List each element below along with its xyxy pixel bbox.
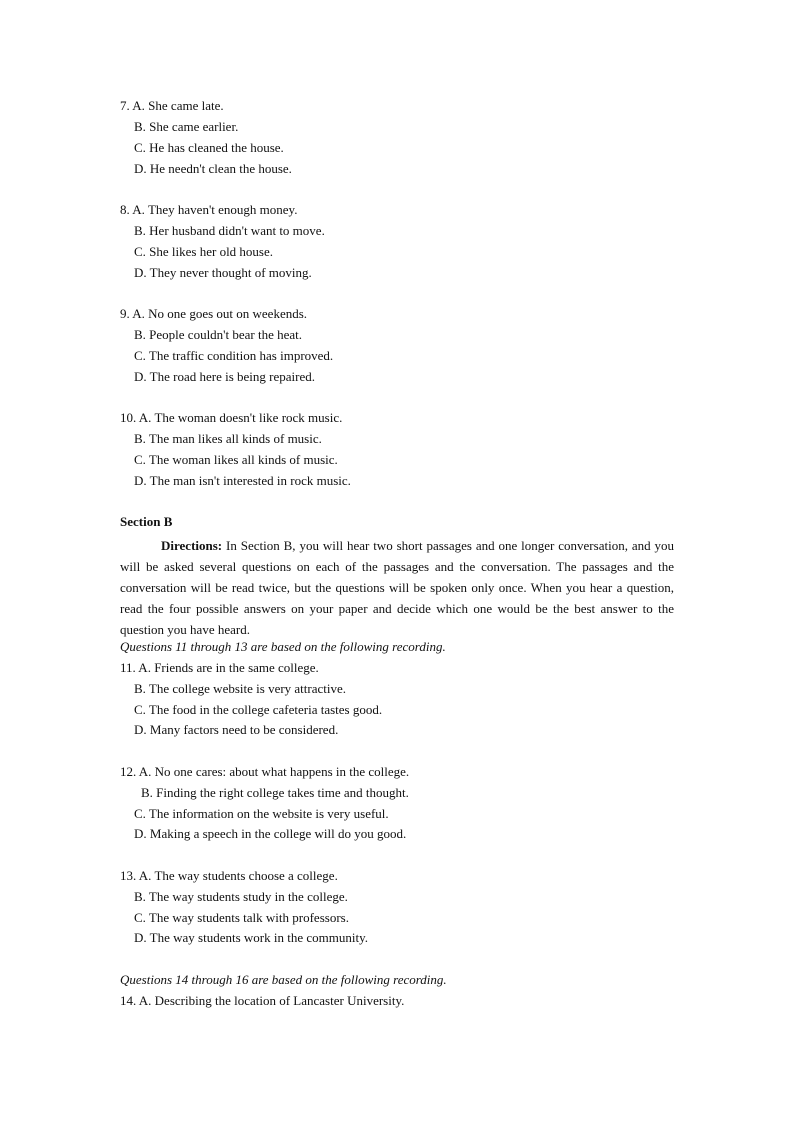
question-number: 13. A. xyxy=(120,868,152,883)
question-9-option-b: B. People couldn't bear the heat. xyxy=(134,327,303,342)
question-number: 12. A. xyxy=(120,764,152,779)
question-number: 11. A. xyxy=(120,660,151,675)
question-10-option-a xyxy=(120,410,342,426)
option-text: They haven't enough money. xyxy=(147,202,298,217)
option-text: No one cares: about what happens in the college. xyxy=(154,764,410,779)
question-13-option-c: C. The way students talk with professors. xyxy=(134,910,349,925)
directions-text: In Section B, you will hear two short passages and one longer conversation, and you will be asked several questions on each of the passages and the conversation. The passages and the conversation will be read twice, but the questions will be spoken only once. When you hear a question, read the four possible answers on your paper and decide which one would be the best answer to the question you have heard. xyxy=(120,538,674,637)
option-text: No one goes out on weekends. xyxy=(148,306,308,321)
question-11-option-b: B. The college website is very attractive. xyxy=(134,681,347,696)
question-12-option-b: B. Finding the right college takes time and thought. xyxy=(141,785,409,800)
question-8-option-c: C. She likes her old house. xyxy=(134,244,274,259)
question-7-option-a xyxy=(120,98,224,114)
question-7-option-c: C. He has cleaned the house. xyxy=(134,140,284,155)
section-b-title: Section B xyxy=(120,514,173,529)
question-11-option-a xyxy=(120,660,319,676)
question-12-option-a xyxy=(120,764,409,780)
question-14-option-a xyxy=(120,993,404,1009)
option-text: She came late. xyxy=(148,98,224,113)
question-11-option-c: C. The food in the college cafeteria tastes good. xyxy=(134,702,383,717)
option-text: The way students choose a college. xyxy=(154,868,338,883)
question-10-option-d: D. The man isn't interested in rock music. xyxy=(134,473,351,488)
recording-instruction-11-13: Questions 11 through 13 are based on the following recording. xyxy=(120,639,446,654)
question-12-option-c: C. The information on the website is very useful. xyxy=(134,806,389,821)
question-13-option-a xyxy=(120,868,338,884)
question-7-option-b: B. She came earlier. xyxy=(134,119,239,134)
question-13-option-b: B. The way students study in the college. xyxy=(134,889,348,904)
question-7-option-d: D. He needn't clean the house. xyxy=(134,161,292,176)
option-text: The woman doesn't like rock music. xyxy=(154,410,343,425)
question-9-option-d: D. The road here is being repaired. xyxy=(134,369,315,384)
question-13-option-d: D. The way students work in the community. xyxy=(134,930,368,945)
option-text: Friends are in the same college. xyxy=(154,660,319,675)
question-9-option-a xyxy=(120,306,307,322)
question-10-option-b: B. The man likes all kinds of music. xyxy=(134,431,322,446)
question-8-option-a xyxy=(120,202,297,218)
question-11-option-d: D. Many factors need to be considered. xyxy=(134,722,339,737)
question-9-option-c: C. The traffic condition has improved. xyxy=(134,348,334,363)
section-b-directions xyxy=(120,535,674,640)
option-text: Describing the location of Lancaster University. xyxy=(154,993,405,1008)
question-number: 10. A. xyxy=(120,410,152,425)
directions-label: Directions: xyxy=(161,538,223,553)
question-number: 7. A. xyxy=(120,98,145,113)
question-12-option-d: D. Making a speech in the college will do you good. xyxy=(134,826,407,841)
question-number: 9. A. xyxy=(120,306,145,321)
question-8-option-d: D. They never thought of moving. xyxy=(134,265,312,280)
recording-instruction-14-16: Questions 14 through 16 are based on the following recording. xyxy=(120,972,447,987)
question-number: 8. A. xyxy=(120,202,145,217)
question-10-option-c: C. The woman likes all kinds of music. xyxy=(134,452,338,467)
question-number: 14. A. xyxy=(120,993,152,1008)
question-8-option-b: B. Her husband didn't want to move. xyxy=(134,223,325,238)
